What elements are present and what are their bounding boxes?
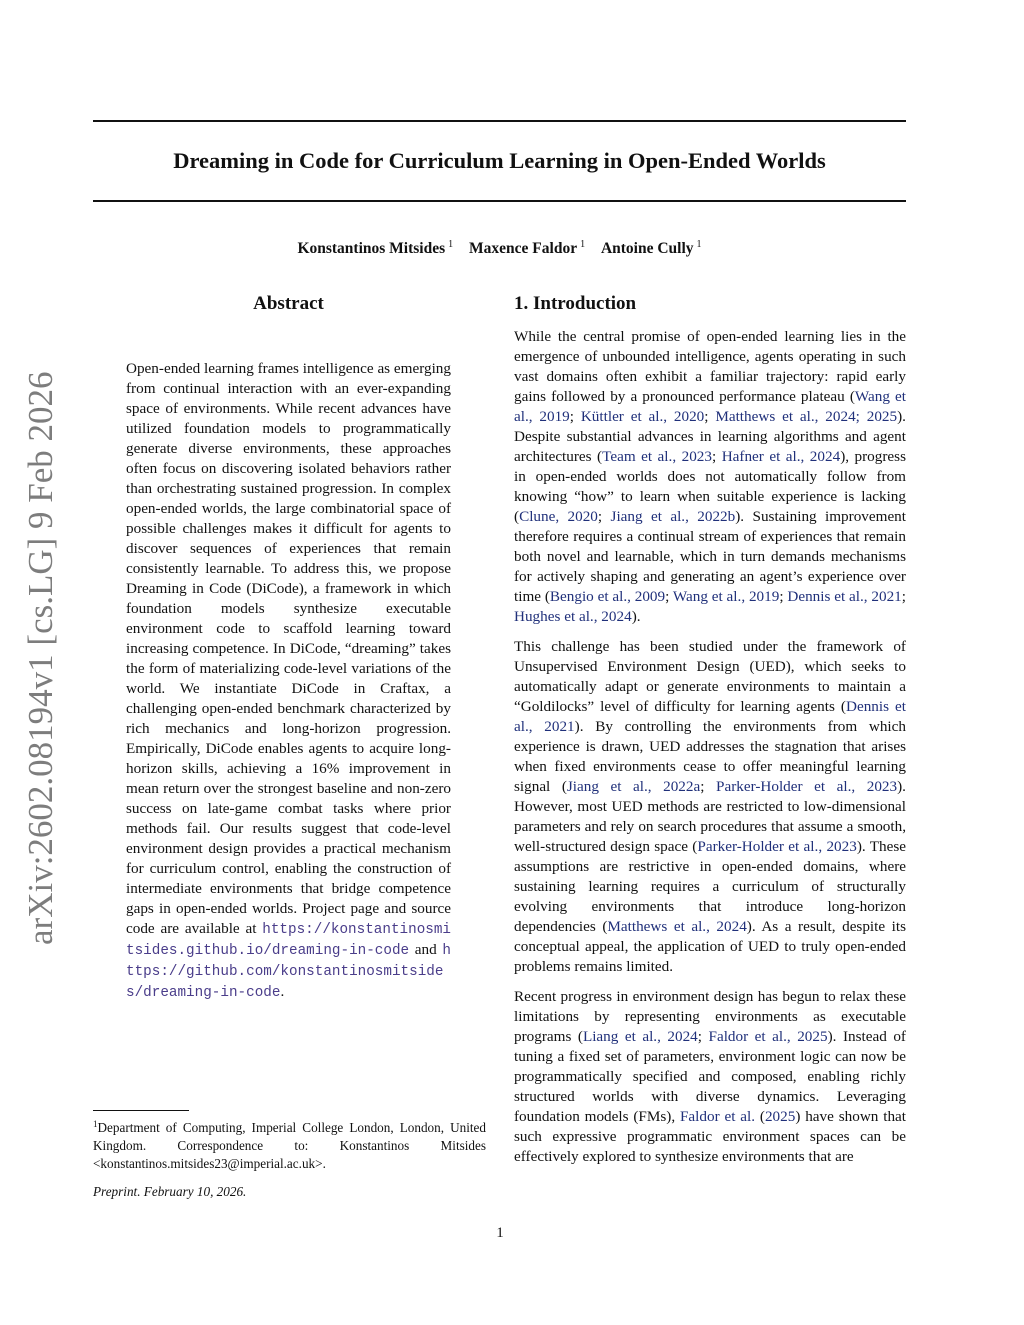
citation-link[interactable]: 2025 [764, 1108, 796, 1125]
introduction-body [514, 327, 906, 1177]
preprint-notice: Preprint. February 10, 2026. [93, 1184, 247, 1199]
introduction-paragraph [514, 637, 906, 977]
paragraph-text: ; [569, 408, 581, 425]
citation-link[interactable]: Dennis et al., 2021 [514, 698, 906, 735]
citation-link[interactable]: Jiang et al., 2022a [566, 778, 701, 795]
footnote-text: Department of Computing, Imperial College London, London, United Kingdom. Correspondence to: Konstantinos Mitsides <konstantinos.mitsides23@imperial.ac.uk>. [93, 1120, 486, 1171]
author [601, 240, 702, 257]
paragraph-text: ; [711, 448, 722, 465]
citation-link[interactable]: Wang et al., 2019 [672, 588, 780, 605]
author-name: Antoine Cully [600, 240, 694, 257]
abstract-and-text: and [414, 941, 437, 958]
citation-link[interactable]: Küttler et al., 2020 [580, 408, 705, 425]
abstract-heading: Abstract [253, 293, 324, 314]
author-list [93, 233, 906, 261]
title-rule-top [93, 120, 906, 122]
citation-link[interactable]: Jiang et al., 2022b [610, 508, 736, 525]
abstract-text: Open-ended learning frames intelligence as emerging from continual interaction with an ever-expanding space of environments. While recent advances have utilized foundation models to programmatically generate diverse environments, these approaches often focus on discovering isolated behaviors rather than orchestrating sustained progression. In complex open-ended worlds, the large combinatorial space of possible challenges makes it difficult for agents to discover sequences of experiences that remain consistently learnable. To address this, we propose Dreaming in Code (DiCode), a framework in which foundation models synthesize executable environment code to scaffold learning toward increasing competence. In DiCode, “dreaming” takes the form of materializing code-level variations of the world. We instantiate DiCode in Craftax, a challenging open-ended benchmark characterized by rich mechanics and long-horizon progression. Empirically, DiCode enables agents to acquire long-horizon skills, achieving a 16% improvement in mean return over the strongest baseline and non-zero success on late-game combat tasks where prior methods fail. Our results suggest that code-level environment design provides a practical mechanism for curriculum control, enabling the construction of intermediate environments that bridge competence gaps in open-ended worlds. Project page and source code are available at [126, 360, 451, 937]
citation-link[interactable]: Hughes et al., 2024 [514, 608, 632, 625]
citation-link[interactable]: Parker-Holder et al., 2023 [697, 838, 857, 855]
paragraph-text: ; [665, 588, 673, 605]
paragraph-text: ). Sustaining improvement therefore requires a continual stream of experiences that remain both novel and learnable, which in turn demands mechanisms for actively shaping and generating an agent’s experience over time ( [514, 508, 906, 605]
citation-link[interactable]: Team et al., 2023 [602, 448, 712, 465]
citation-link[interactable]: Parker-Holder et al., 2023 [716, 778, 898, 795]
author [469, 240, 585, 257]
citation-link[interactable]: Faldor et al. [679, 1108, 756, 1125]
author [297, 240, 453, 257]
citation-link[interactable]: Hafner et al., 2024 [721, 448, 841, 465]
paragraph-text: ). As a result, despite its conceptual appeal, the application of UED to truly open-ended problems remains limited. [514, 918, 906, 975]
citation-link[interactable]: Faldor et al., 2025 [708, 1028, 828, 1045]
introduction-heading: 1. Introduction [514, 293, 637, 314]
paragraph-text: ; [901, 588, 906, 605]
paragraph-text: ; [700, 778, 717, 795]
introduction-paragraph [514, 327, 906, 627]
source-code-link[interactable]: https://github.com/konstantinosmitsides/dreaming-in-code [126, 943, 451, 1001]
paragraph-text: ; [697, 1028, 709, 1045]
arxiv-identifier-stamp: arXiv:2602.08194v1 [cs.LG] 9 Feb 2026 [21, 371, 60, 945]
title-rule-bottom [93, 200, 906, 202]
abstract-end-text: . [280, 983, 285, 1000]
author-affiliation-marker: 1 [448, 239, 454, 250]
paragraph-text: ). By controlling the environments from which experience is drawn, UED addresses the stagnation that arises when fixed environments cease to offer meaningful learning signal ( [514, 718, 906, 795]
paper-title: Dreaming in Code for Curriculum Learning in Open-Ended Worlds [173, 148, 826, 173]
affiliation-footnote [93, 1115, 486, 1173]
paragraph-text: ; [779, 588, 788, 605]
footnote-rule [93, 1110, 189, 1111]
citation-link[interactable]: Dennis et al., 2021 [787, 588, 902, 605]
abstract-body [126, 359, 451, 1003]
paragraph-text: This challenge has been studied under the framework of Unsupervised Environment Design (UED), which seeks to automatically adapt or generate environments to maintain a “Goldilocks” level of difficulty for learning agents ( [514, 638, 906, 715]
paragraph-text: While the central promise of open-ended learning lies in the emergence of unbounded intelligence, agents operating in such vast domains often exhibit a familiar trajectory: rapid early gains followed by a pronounced performance plateau ( [514, 328, 906, 405]
citation-link[interactable]: Matthews et al., 2024 [607, 918, 747, 935]
citation-link[interactable]: Wang et al., 2019 [514, 388, 906, 425]
footnote-marker: 1 [93, 1119, 98, 1129]
introduction-paragraph [514, 987, 906, 1167]
paragraph-text: ). These assumptions are restrictive in open-ended domains, where sustaining learning requires a curriculum of structurally evolving environments that introduce long-horizon dependencies ( [514, 838, 907, 935]
author-name: Konstantinos Mitsides [297, 240, 446, 257]
citation-link[interactable]: Clune, 2020 [519, 508, 598, 525]
paragraph-text: Recent progress in environment design has begun to relax these limitations by representing environments as executable programs ( [514, 988, 906, 1045]
citation-link[interactable]: Matthews et al., 2024; 2025 [715, 408, 898, 425]
paragraph-text: ) have shown that such expressive programmatic environment spaces can be effectively explored to synthesize environments that are [514, 1108, 906, 1165]
author-name: Maxence Faldor [469, 240, 578, 257]
citation-link[interactable]: Liang et al., 2024 [582, 1028, 698, 1045]
paragraph-text: ), progress in open-ended worlds does not automatically follow from knowing “how” to learn when suitable experience is lacking ( [514, 448, 906, 525]
page-number: 1 [496, 1225, 504, 1241]
paragraph-text: ). [631, 608, 641, 625]
paragraph-text: ( [755, 1108, 765, 1125]
paragraph-text: ). Instead of tuning a fixed set of parameters, environment logic can now be programmatically specified and composed, enabling richly structured worlds with diverse dynamics. Leveraging foundation models (FMs), [514, 1028, 906, 1125]
paragraph-text: ). However, most UED methods are restricted to low-dimensional parameters and rely on search procedures that assume a smooth, well-structured design space ( [514, 778, 906, 855]
author-affiliation-marker: 1 [580, 239, 586, 250]
paragraph-text: ; [704, 408, 716, 425]
paragraph-text: ). Despite substantial advances in learning algorithms and agent architectures ( [514, 408, 906, 465]
author-affiliation-marker: 1 [696, 239, 702, 250]
project-page-link[interactable]: https://konstantinosmitsides.github.io/dreaming-in-code [126, 922, 452, 959]
citation-link[interactable]: Bengio et al., 2009 [549, 588, 666, 605]
paragraph-text: ; [597, 508, 611, 525]
